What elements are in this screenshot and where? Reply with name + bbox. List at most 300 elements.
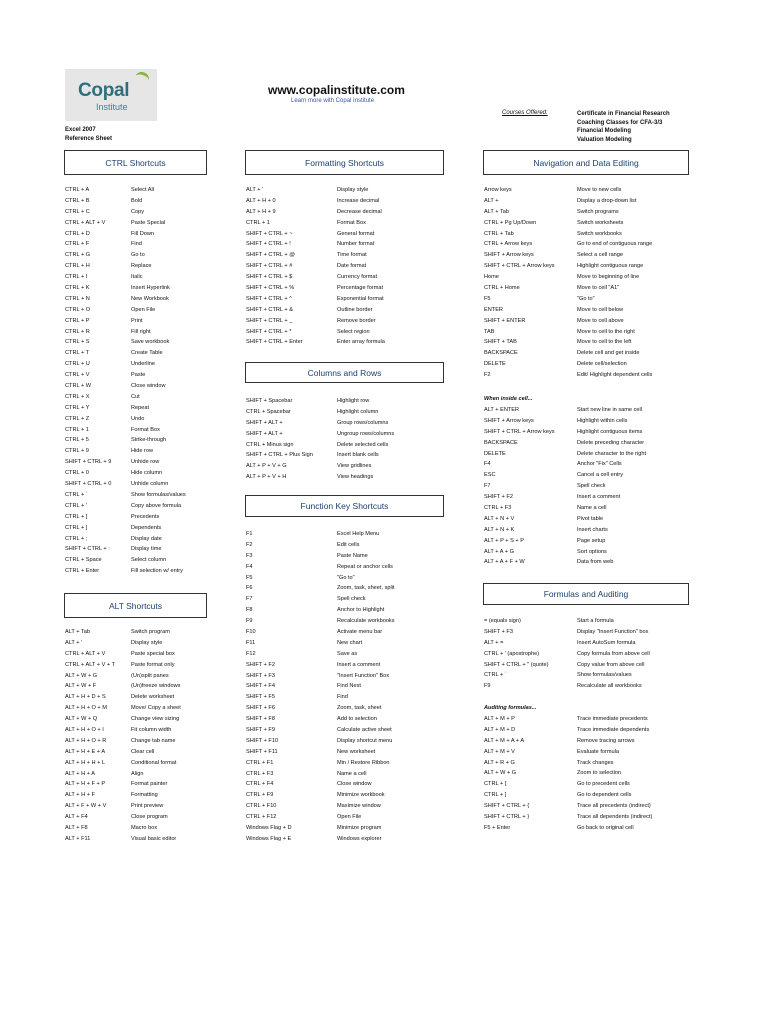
shortcut-row: [484, 471, 646, 482]
shortcut-description: Start new line in same cell: [577, 407, 642, 413]
inside-cell-label: When inside cell...: [484, 396, 533, 402]
shortcut-row: [65, 415, 186, 426]
shortcut-description: Find Next: [337, 683, 361, 690]
shortcut-row: [65, 524, 186, 535]
shortcut-keys: F7: [246, 596, 253, 603]
shortcut-description: Cancel a cell entry: [577, 472, 624, 479]
shortcut-keys: F2: [484, 372, 491, 379]
shortcut-keys: F5: [484, 295, 491, 302]
shortcut-keys: SHIFT + CTRL + %: [246, 285, 295, 292]
shortcut-description: Insert Hyperlink: [131, 285, 170, 292]
shortcut-row: [484, 661, 650, 672]
shortcut-row: [65, 556, 186, 567]
shortcut-keys: SHIFT + CTRL + #: [246, 263, 293, 270]
shortcut-row: [65, 186, 186, 197]
shortcut-row: [246, 748, 395, 759]
shortcut-keys: SHIFT + ALT +: [246, 419, 283, 426]
shortcut-description: Precedents: [131, 513, 160, 520]
shortcut-keys: CTRL + F12: [246, 814, 277, 821]
shortcut-row: [65, 306, 186, 317]
shortcut-description: Add to selection: [337, 716, 377, 723]
shortcut-keys: CTRL + F3: [484, 505, 512, 512]
shortcut-keys: SHIFT + ALT +: [246, 430, 283, 437]
shortcut-description: Zoom, task, sheet, split: [337, 585, 395, 592]
shortcut-row: [484, 338, 652, 349]
shortcut-row: [484, 186, 652, 197]
shortcut-keys: Windows Flag + D: [246, 825, 292, 832]
shortcut-description: Display style: [337, 187, 369, 193]
excel-title: Excel 2007: [65, 127, 96, 133]
shortcut-description: Paste: [131, 372, 146, 379]
shortcut-keys: F6: [246, 585, 253, 592]
shortcut-row: [246, 682, 395, 693]
shortcut-description: Group rows/columns: [337, 419, 389, 426]
shortcut-row: [246, 284, 385, 295]
shortcut-keys: SHIFT + CTRL + " (quote): [484, 661, 549, 668]
shortcut-description: Minimize workbook: [337, 792, 385, 799]
shortcut-keys: ALT + W + F: [65, 683, 97, 690]
shortcut-description: Format Box: [337, 219, 366, 226]
shortcut-keys: CTRL + [: [65, 513, 88, 520]
shortcut-keys: CTRL + 1: [246, 219, 270, 226]
shortcut-row: [484, 726, 652, 737]
shortcut-keys: ALT + H + O + I: [65, 727, 104, 734]
shortcut-row: [246, 430, 394, 441]
function-shortcut-list: [246, 530, 395, 846]
shortcut-keys: CTRL + F3: [246, 770, 274, 777]
course-item: Certificate in Financial Research: [577, 111, 670, 117]
shortcut-row: [65, 502, 186, 513]
shortcut-description: Formatting: [131, 792, 158, 799]
shortcut-row: [65, 284, 186, 295]
shortcut-row: [246, 780, 395, 791]
shortcut-row: [246, 672, 395, 683]
shortcut-description: Close program: [131, 814, 168, 821]
shortcut-keys: ALT + H + O + R: [65, 737, 107, 744]
shortcut-keys: ALT +: [484, 197, 499, 204]
shortcut-row: [65, 737, 181, 748]
shortcut-keys: SHIFT + CTRL + ~: [246, 230, 293, 237]
shortcut-keys: CTRL + 9: [65, 448, 89, 455]
shortcut-row: [484, 262, 652, 273]
shortcut-description: Fill right: [131, 328, 151, 335]
shortcut-description: Copy formula from above cell: [577, 650, 650, 657]
shortcut-description: Fit column width: [131, 727, 172, 734]
shortcut-keys: ALT + W + Q: [65, 716, 98, 723]
shortcut-row: [484, 548, 646, 559]
shortcut-row: [246, 770, 395, 781]
shortcut-description: Open File: [131, 306, 156, 313]
shortcut-description: Insert blank cells: [337, 452, 379, 459]
courses-label: Courses Offered:: [502, 110, 548, 116]
shortcut-description: Pivot table: [577, 515, 604, 522]
shortcut-keys: F12: [246, 650, 256, 657]
shortcut-keys: SHIFT + CTRL + Plus Sign: [246, 452, 313, 459]
shortcut-description: Delete cell/selection: [577, 361, 627, 368]
shortcut-row: [65, 535, 186, 546]
shortcut-row: [65, 469, 186, 480]
shortcut-keys: ALT + H + 0: [246, 197, 276, 204]
navigation-shortcut-list: [484, 186, 652, 382]
shortcut-row: [246, 328, 385, 339]
shortcut-keys: ALT + M + A + A: [484, 737, 525, 744]
shortcut-row: [65, 230, 186, 241]
shortcut-description: Date format: [337, 263, 367, 270]
shortcut-description: Fill selection w/ entry: [131, 568, 183, 575]
auditing-shortcut-list: [484, 715, 652, 835]
site-url[interactable]: www.copalinstitute.com: [268, 83, 405, 97]
auditing-label: Auditing formulas...: [484, 705, 537, 711]
shortcut-description: Paste format only: [131, 661, 175, 668]
shortcut-keys: ALT + P + V + G: [246, 463, 287, 470]
shortcut-keys: CTRL + F10: [246, 803, 277, 810]
shortcut-keys: ALT + M + V: [484, 748, 515, 755]
shortcut-description: Italic: [131, 274, 143, 281]
shortcut-row: [65, 567, 186, 578]
shortcut-keys: SHIFT + F3: [484, 628, 513, 635]
logo-sub-text: Institute: [96, 102, 128, 112]
shortcut-keys: CTRL + O: [65, 306, 91, 313]
shortcut-keys: F4: [246, 563, 253, 570]
shortcut-description: Unhide column: [131, 481, 169, 488]
shortcut-row: [65, 480, 186, 491]
shortcut-description: Select All: [131, 187, 155, 193]
shortcut-description: New chart: [337, 639, 363, 646]
shortcut-row: [65, 262, 186, 273]
shortcut-row: [246, 715, 395, 726]
shortcut-description: Delete character to the right: [577, 450, 647, 457]
shortcut-keys: CTRL + V: [65, 372, 90, 379]
shortcut-row: [484, 240, 652, 251]
shortcut-row: [246, 835, 395, 846]
shortcut-row: [484, 759, 652, 770]
shortcut-description: General format: [337, 230, 375, 237]
shortcut-keys: Windows Flag + E: [246, 835, 292, 842]
shortcut-row: [65, 704, 181, 715]
shortcut-description: (Un)freeze windows: [131, 683, 181, 690]
section-title-navigation: Navigation and Data Editing: [483, 150, 689, 175]
shortcut-description: Decrease decimal: [337, 208, 382, 215]
shortcut-keys: CTRL + F4: [246, 781, 274, 788]
shortcut-description: Excel Help Menu: [337, 531, 380, 537]
shortcut-row: [246, 617, 395, 628]
shortcut-keys: SHIFT + ENTER: [484, 317, 526, 324]
shortcut-description: Min / Restore Ribbon: [337, 759, 390, 766]
shortcut-keys: SHIFT + CTRL + &: [246, 306, 293, 313]
shortcut-row: [246, 541, 395, 552]
shortcut-keys: CTRL + P: [65, 317, 90, 324]
shortcut-row: [484, 515, 646, 526]
section-title-formatting: Formatting Shortcuts: [245, 150, 444, 175]
shortcut-description: Move to cell to the left: [577, 339, 632, 346]
shortcut-keys: CTRL + ' (apostrophe): [484, 650, 540, 657]
shortcut-description: Highlight within cells: [577, 417, 628, 424]
shortcut-row: [484, 824, 652, 835]
shortcut-row: [246, 419, 394, 430]
shortcut-row: [484, 617, 650, 628]
learn-more-link[interactable]: Learn more with Copal Institute: [291, 98, 375, 104]
shortcut-description: Minimize program: [337, 825, 382, 832]
shortcut-description: Go to precedent cells: [577, 781, 630, 788]
shortcut-keys: ALT + H + D + S: [65, 694, 106, 701]
shortcut-description: Format painter: [131, 781, 168, 788]
shortcut-row: [246, 759, 395, 770]
shortcut-description: Print preview: [131, 803, 164, 810]
shortcut-description: Enter array formula: [337, 339, 385, 346]
shortcut-keys: SHIFT + F3: [246, 672, 275, 679]
shortcut-row: [484, 295, 652, 306]
shortcut-row: [65, 628, 181, 639]
shortcut-description: Recalculate all workbooks: [577, 683, 642, 690]
shortcut-description: Underline: [131, 361, 155, 368]
shortcut-description: Insert a comment: [577, 494, 621, 501]
shortcut-description: Format Box: [131, 426, 160, 433]
shortcut-description: Maximize window: [337, 803, 381, 810]
shortcut-row: [65, 426, 186, 437]
shortcut-keys: ALT + ': [65, 639, 83, 646]
shortcut-description: Undo: [131, 415, 145, 422]
shortcut-keys: DELETE: [484, 450, 506, 457]
shortcut-row: [65, 491, 186, 502]
shortcut-keys: CTRL + Spacebar: [246, 408, 291, 415]
shortcut-row: [246, 824, 395, 835]
shortcut-keys: ALT + H + F + P: [65, 781, 106, 788]
shortcut-row: [65, 404, 186, 415]
shortcut-description: Remove tracing arrows: [577, 737, 635, 744]
shortcut-row: [65, 393, 186, 404]
shortcut-keys: SHIFT + CTRL + :: [65, 546, 110, 553]
shortcut-keys: ALT + N + V: [484, 515, 515, 522]
shortcut-keys: CTRL + U: [65, 361, 90, 368]
shortcut-row: [246, 661, 395, 672]
shortcut-keys: CTRL + F9: [246, 792, 274, 799]
shortcut-row: [65, 835, 181, 846]
shortcut-row: [246, 791, 395, 802]
shortcut-keys: CTRL + F: [65, 241, 90, 248]
shortcut-description: Unhide row: [131, 459, 160, 466]
shortcut-description: Insert charts: [577, 526, 608, 533]
shortcut-description: Anchor "Fix" Cells: [577, 461, 622, 468]
shortcut-row: [246, 295, 385, 306]
shortcut-keys: CTRL + Pg Up/Down: [484, 219, 537, 226]
shortcut-row: [246, 251, 385, 262]
shortcut-description: Exponential format: [337, 295, 384, 302]
shortcut-row: [65, 338, 186, 349]
shortcut-description: Highlight contiguous range: [577, 263, 644, 270]
shortcut-row: [246, 197, 385, 208]
shortcut-row: [484, 628, 650, 639]
copal-logo: [65, 69, 157, 121]
shortcut-keys: CTRL + `: [65, 491, 88, 498]
shortcut-row: [246, 230, 385, 241]
shortcut-keys: ALT + ': [246, 187, 264, 193]
shortcut-description: Fill Down: [131, 230, 155, 237]
shortcut-row: [484, 558, 646, 569]
shortcut-description: Open File: [337, 814, 362, 821]
shortcut-keys: CTRL + ': [65, 502, 87, 509]
shortcut-description: Find: [337, 694, 348, 701]
logo-main-text: Copal: [78, 80, 130, 101]
shortcut-description: Highlight contiguous items: [577, 428, 643, 435]
shortcut-row: [246, 650, 395, 661]
shortcut-description: Display time: [131, 546, 162, 553]
shortcut-keys: F4: [484, 461, 491, 468]
shortcut-keys: ALT + Tab: [65, 629, 91, 635]
shortcut-keys: BACKSPACE: [484, 439, 518, 446]
shortcut-keys: CTRL + `: [484, 672, 507, 679]
shortcut-description: Highlight column: [337, 408, 379, 415]
shortcut-description: Display shortcut menu: [337, 737, 393, 744]
shortcut-keys: ALT + H + E + A: [65, 748, 106, 755]
shortcut-row: [246, 338, 385, 349]
shortcut-description: "Go to": [577, 295, 595, 302]
shortcut-row: [484, 504, 646, 515]
shortcut-keys: SHIFT + CTRL + Arrow keys: [484, 428, 555, 435]
shortcut-row: [246, 530, 395, 541]
shortcut-row: [484, 219, 652, 230]
shortcut-row: [246, 552, 395, 563]
shortcut-keys: SHIFT + F11: [246, 748, 278, 755]
shortcut-keys: ALT + ENTER: [484, 407, 520, 413]
shortcut-keys: CTRL + ALT + V + T: [65, 661, 116, 668]
shortcut-row: [484, 537, 646, 548]
shortcut-description: Bold: [131, 197, 143, 204]
shortcut-keys: Home: [484, 274, 499, 281]
shortcut-row: [484, 417, 646, 428]
shortcut-description: Calculate active sheet: [337, 727, 392, 734]
shortcut-description: Close window: [131, 383, 166, 390]
shortcut-keys: CTRL + Enter: [65, 568, 100, 575]
shortcut-description: Change tab name: [131, 737, 176, 744]
shortcut-description: Start a formula: [577, 618, 614, 624]
shortcut-description: "Go to": [337, 574, 355, 581]
shortcut-keys: F1: [246, 531, 253, 537]
shortcut-description: Copy: [131, 208, 145, 215]
shortcut-row: [65, 382, 186, 393]
shortcut-row: [246, 595, 395, 606]
shortcut-keys: CTRL + T: [65, 350, 90, 357]
shortcut-row: [65, 693, 181, 704]
shortcut-description: Strike-through: [131, 437, 167, 444]
shortcut-keys: BACKSPACE: [484, 350, 518, 357]
shortcut-row: [484, 769, 652, 780]
shortcut-row: [65, 726, 181, 737]
shortcut-row: [65, 639, 181, 650]
shortcut-row: [246, 408, 394, 419]
shortcut-row: [65, 436, 186, 447]
shortcut-row: [246, 262, 385, 273]
shortcut-description: Paste Special: [131, 219, 166, 226]
shortcut-description: Name a cell: [577, 505, 607, 512]
shortcut-row: [484, 230, 652, 241]
shortcut-row: [484, 208, 652, 219]
shortcut-row: [65, 672, 181, 683]
shortcut-row: [484, 813, 652, 824]
shortcut-keys: SHIFT + CTRL + ^: [246, 295, 292, 302]
shortcut-description: Move to new cells: [577, 187, 622, 193]
shortcut-keys: ALT + W + G: [65, 672, 98, 679]
shortcut-row: [484, 197, 652, 208]
shortcut-row: [484, 371, 652, 382]
shortcut-row: [65, 545, 186, 556]
shortcut-row: [484, 671, 650, 682]
section-title-ctrl: CTRL Shortcuts: [64, 150, 207, 175]
shortcut-keys: ALT + A + G: [484, 548, 514, 555]
shortcut-row: [484, 439, 646, 450]
shortcut-keys: CTRL + [: [484, 781, 507, 788]
shortcut-description: Change view sizing: [131, 716, 180, 723]
shortcut-row: [484, 526, 646, 537]
shortcut-row: [246, 726, 395, 737]
shortcut-keys: CTRL + 5: [65, 437, 89, 444]
shortcut-description: Go to: [131, 252, 145, 259]
section-title-columns: Columns and Rows: [245, 362, 444, 383]
shortcut-keys: CTRL + D: [65, 230, 90, 237]
shortcut-keys: ALT + R + G: [484, 759, 515, 766]
shortcut-row: [65, 273, 186, 284]
shortcut-row: [65, 360, 186, 371]
shortcut-keys: F7: [484, 483, 491, 490]
shortcut-keys: ALT + H + 9: [246, 208, 276, 215]
shortcut-row: [246, 737, 395, 748]
shortcut-description: Copy above formula: [131, 502, 182, 509]
shortcut-description: New worksheet: [337, 748, 376, 755]
shortcut-keys: CTRL + R: [65, 328, 90, 335]
shortcut-row: [65, 208, 186, 219]
shortcut-row: [484, 493, 646, 504]
shortcut-row: [484, 450, 646, 461]
shortcut-description: Currency format: [337, 274, 378, 281]
shortcut-row: [484, 737, 652, 748]
shortcut-keys: CTRL + C: [65, 208, 90, 215]
shortcut-keys: SHIFT + F8: [246, 716, 275, 723]
shortcut-row: [65, 295, 186, 306]
shortcut-row: [65, 513, 186, 524]
shortcut-description: Number format: [337, 241, 375, 248]
shortcut-row: [65, 371, 186, 382]
shortcut-keys: SHIFT + CTRL + *: [246, 328, 292, 335]
shortcut-keys: SHIFT + F2: [246, 661, 275, 668]
shortcut-row: [484, 682, 650, 693]
shortcut-description: Spell check: [577, 483, 606, 490]
shortcut-keys: CTRL + G: [65, 252, 91, 259]
shortcut-row: [65, 349, 186, 360]
shortcut-keys: CTRL + Minus sign: [246, 441, 294, 448]
shortcut-keys: F2: [246, 541, 253, 548]
shortcut-description: Display a drop-down list: [577, 197, 637, 204]
shortcut-keys: ALT + F11: [65, 835, 91, 842]
shortcut-description: Dependents: [131, 524, 162, 531]
shortcut-description: "Insert Function" Box: [337, 672, 390, 679]
shortcut-keys: SHIFT + CTRL + {: [484, 803, 530, 810]
ctrl-shortcut-list: [65, 186, 186, 578]
shortcut-description: Edit/ Highlight dependent cells: [577, 372, 653, 379]
shortcut-row: [246, 628, 395, 639]
shortcut-description: Time format: [337, 252, 367, 259]
shortcut-keys: F9: [484, 683, 491, 690]
shortcut-keys: SHIFT + F10: [246, 737, 279, 744]
shortcut-row: [246, 473, 394, 484]
shortcut-row: [246, 704, 395, 715]
shortcut-keys: ALT + H + H + L: [65, 759, 106, 766]
shortcut-description: Percentage format: [337, 285, 384, 292]
shortcut-row: [246, 639, 395, 650]
shortcut-description: Activate menu bar: [337, 629, 383, 636]
shortcut-row: [484, 328, 652, 339]
shortcut-keys: ALT + M + P: [484, 716, 515, 722]
shortcut-description: Paste Name: [337, 552, 368, 559]
shortcut-keys: SHIFT + Spacebar: [246, 398, 293, 404]
